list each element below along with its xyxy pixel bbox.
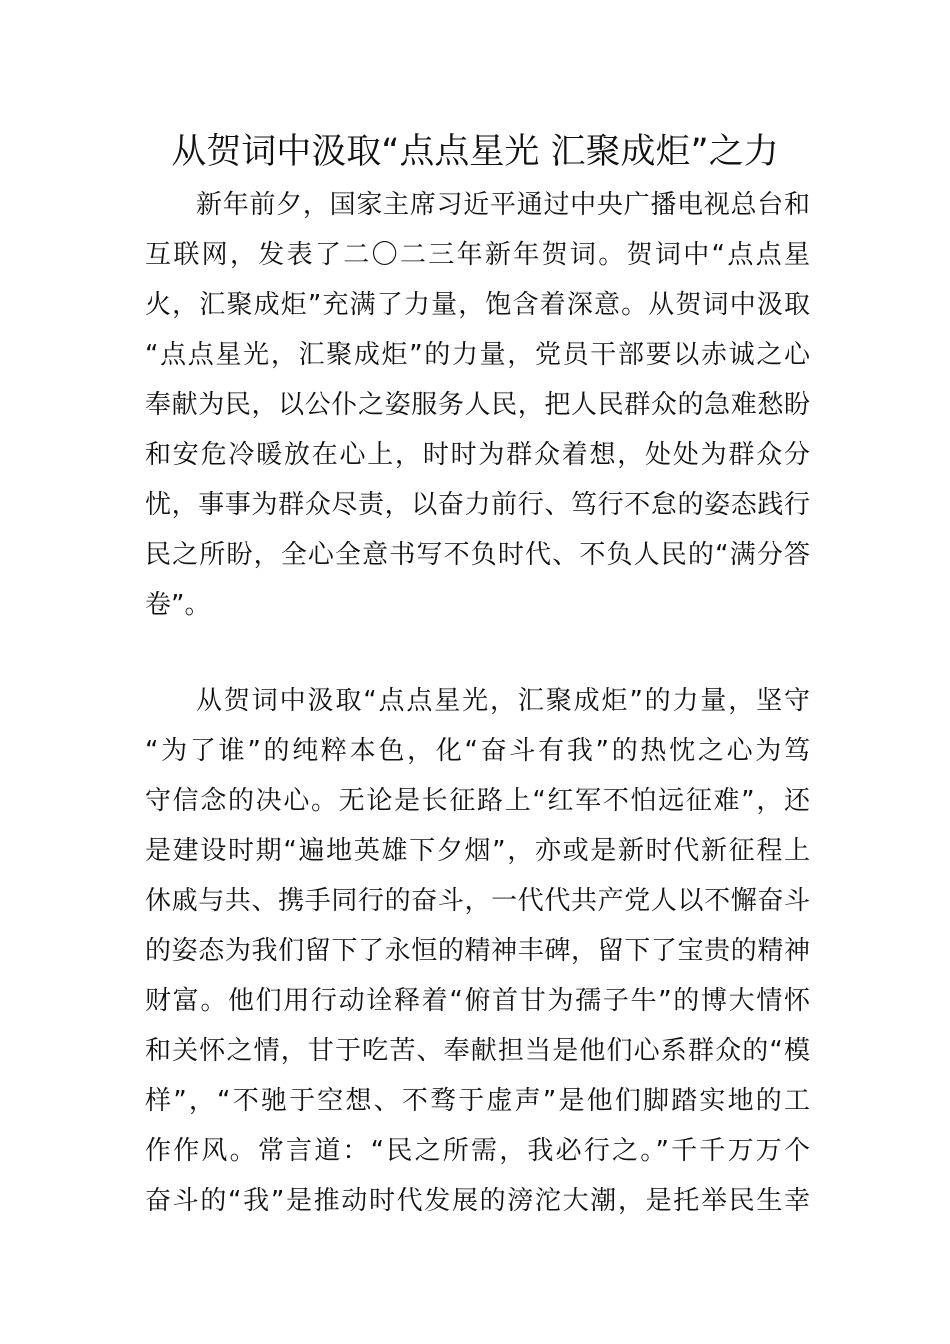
paragraph-line: 互联网，发表了二〇二三年新年贺词。贺词中“点点星	[145, 240, 810, 270]
paragraph-line: 作作风。常言道：“民之所需，我必行之。”千千万万个	[145, 1136, 810, 1166]
paragraph-line: 奉献为民，以公仆之姿服务人民，把人民群众的急难愁盼	[145, 390, 810, 420]
paragraph-1	[145, 180, 810, 630]
paragraph-line: 火，汇聚成炬”充满了力量，饱含着深意。从贺词中汲取	[145, 290, 810, 320]
paragraph-2	[145, 676, 810, 1226]
paragraph-line: 财富。他们用行动诠释着“俯首甘为孺子牛”的博大情怀	[145, 986, 810, 1016]
paragraph-line: 休戚与共、携手同行的奋斗，一代代共产党人以不懈奋斗	[145, 886, 810, 916]
paragraph-line: 奋斗的“我”是推动时代发展的滂沱大潮，是托举民生幸	[145, 1186, 810, 1216]
document-title: 从贺词中汲取“点点星光 汇聚成炬”之力	[171, 132, 779, 172]
paragraph-line: 民之所盼，全心全意书写不负时代、不负人民的“满分答	[145, 540, 810, 570]
paragraph-line: 忧，事事为群众尽责，以奋力前行、笃行不怠的姿态践行	[145, 490, 810, 520]
paragraph-line: 的姿态为我们留下了永恒的精神丰碑，留下了宝贵的精神	[145, 936, 810, 966]
paragraph-line: 是建设时期“遍地英雄下夕烟”，亦或是新时代新征程上	[145, 836, 810, 866]
paragraph-line: “点点星光，汇聚成炬”的力量，党员干部要以赤诚之心	[145, 340, 810, 370]
paragraph-line: 卷”。	[145, 590, 211, 620]
paragraph-line: 从贺词中汲取“点点星光，汇聚成炬”的力量，坚守	[196, 686, 810, 716]
paragraph-line: 样”，“不驰于空想、不骛于虚声”是他们脚踏实地的工	[145, 1086, 810, 1116]
paragraph-line: 守信念的决心。无论是长征路上“红军不怕远征难”，还	[145, 786, 810, 816]
paragraph-line: 新年前夕，国家主席习近平通过中央广播电视总台和	[196, 190, 810, 220]
paragraph-line: 和安危冷暖放在心上，时时为群众着想，处处为群众分	[145, 440, 810, 470]
paragraph-line: “为了谁”的纯粹本色，化“奋斗有我”的热忱之心为笃	[145, 736, 810, 766]
paragraph-line: 和关怀之情，甘于吃苦、奉献担当是他们心系群众的“模	[145, 1036, 810, 1066]
